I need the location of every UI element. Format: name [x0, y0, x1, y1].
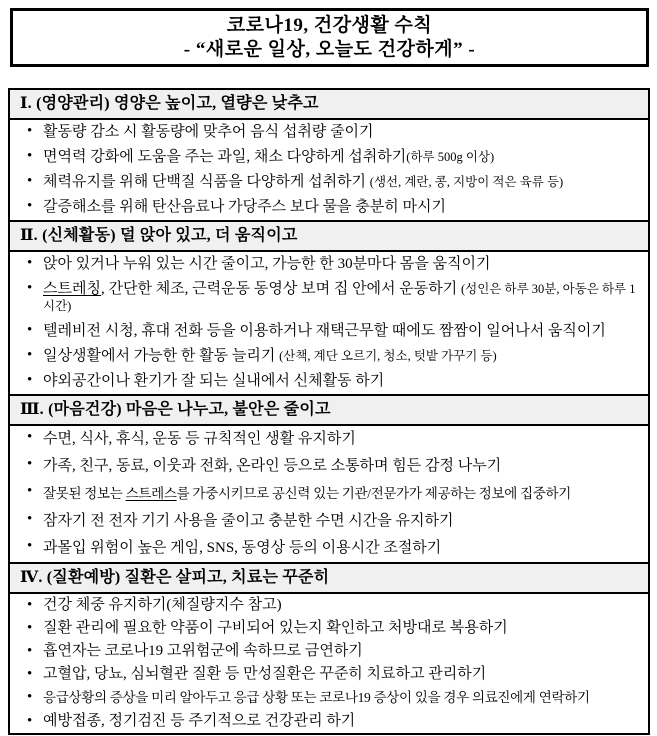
- text-run: 텔레비전 시청, 휴대 전화 등을 이용하거나 재택근무할 때에도 짬짬이 일어나서 움직이기: [43, 323, 606, 339]
- list-item: [10, 640, 648, 663]
- title-box: [10, 8, 649, 67]
- list-item: [10, 277, 648, 319]
- document-page: [0, 8, 657, 736]
- list-item: [10, 344, 648, 369]
- text-run: 면역력 강화에 도움을 주는 과일, 채소 다양하게 섭취하기: [43, 149, 407, 165]
- text-run: 일상생활에서 가능한 한 활동 늘리기: [43, 348, 280, 364]
- bullet-icon: •: [27, 322, 33, 338]
- section-nutrition: [10, 90, 648, 220]
- text-run: , 간단한 체조, 근력운동 동영상 보며 집 안에서 운동하기: [100, 281, 462, 297]
- text-run: 수면, 식사, 휴식, 운동 등 규칙적인 생활 유지하기: [43, 431, 356, 447]
- list-item-text: [43, 597, 282, 613]
- section-disease-prevention: [10, 562, 648, 733]
- bullet-icon: •: [27, 666, 33, 682]
- section-items: [10, 252, 648, 394]
- bullet-icon: •: [27, 689, 32, 705]
- text-run: 과몰입 위험이 높은 게임, SNS, 동영상 등의 이용시간 조절하기: [43, 540, 442, 556]
- note-text: (산책, 계단 오르기, 청소, 텃밭 가꾸기 등): [279, 349, 497, 363]
- rules-table: [8, 88, 650, 735]
- note-text: (하루 500g 이상): [406, 150, 495, 164]
- section-items: [10, 120, 648, 220]
- text-run: 고혈압, 당뇨, 심뇌혈관 질환 등 만성질환은 꾸준히 치료하고 관리하기: [43, 666, 487, 682]
- list-item-text: [43, 373, 384, 389]
- text-run: 앉아 있거나 누워 있는 시간 줄이고, 가능한 한 30분마다 몸을 움직이기: [43, 256, 491, 272]
- list-item: [10, 508, 648, 535]
- list-item: [10, 195, 648, 220]
- bullet-icon: •: [27, 713, 33, 729]
- list-item: [10, 594, 648, 617]
- list-item: [10, 145, 648, 170]
- text-run: 잘못된 정보는: [43, 486, 126, 501]
- list-item: [10, 710, 648, 733]
- section-items: [10, 594, 648, 733]
- bullet-icon: •: [27, 483, 32, 499]
- bullet-icon: •: [27, 511, 33, 527]
- bullet-icon: •: [27, 173, 33, 189]
- section-heading: Ⅲ. (마음건강) 마음은 나누고, 불안은 줄이고: [10, 394, 648, 426]
- list-item: [10, 663, 648, 686]
- list-item-text: [43, 174, 563, 190]
- bullet-icon: •: [27, 148, 33, 164]
- list-item: [10, 426, 648, 453]
- list-item-text: [43, 323, 606, 339]
- section-heading: Ⅳ. (질환예방) 질환은 살피고, 치료는 꾸준히: [10, 562, 648, 594]
- text-run: 체력유지를 위해 단백질 식품을 다양하게 섭취하기: [43, 174, 370, 190]
- section-heading: Ⅰ. (영양관리) 영양은 높이고, 열량은 낮추고: [10, 90, 648, 120]
- text-run: 야외공간이나 환기가 잘 되는 실내에서 신체활동 하기: [43, 373, 385, 389]
- list-item-text: [43, 348, 497, 364]
- list-item-text: [43, 513, 454, 529]
- text-run: 활동량 감소 시 활동량에 맞추어 음식 섭취량 줄이기: [43, 124, 374, 140]
- bullet-icon: •: [27, 597, 33, 613]
- bullet-icon: •: [27, 643, 33, 659]
- text-run: 갈증해소를 위해 탄산음료나 가당주스 보다 물을 충분히 마시기: [43, 199, 446, 215]
- underlined-text: 스트레스: [125, 486, 177, 501]
- section-physical-activity: [10, 220, 648, 394]
- list-item-text: [43, 124, 374, 140]
- list-item: [10, 480, 648, 508]
- note-text: (성인은 하루 30분, 아동은 하루 1시간): [43, 282, 636, 313]
- list-item-text: [43, 458, 501, 474]
- note-text: (생선, 계란, 콩, 지방이 적은 육류 등): [369, 175, 564, 189]
- list-item-text: [43, 690, 590, 705]
- list-item: [10, 686, 648, 710]
- list-item: [10, 453, 648, 480]
- list-item-text: [43, 713, 355, 729]
- document-title: 코로나19, 건강생활 수칙: [226, 15, 433, 36]
- list-item-text: [43, 666, 486, 682]
- document-subtitle: - “새로운 일상, 오늘도 건강하게” -: [183, 39, 476, 60]
- bullet-icon: •: [27, 538, 33, 554]
- text-run: 흡연자는 코로나19 고위험군에 속하므로 금연하기: [43, 643, 363, 659]
- section-mental-health: [10, 394, 648, 562]
- section-heading: Ⅱ. (신체활동) 덜 앉아 있고, 더 움직이고: [10, 220, 648, 252]
- text-run: 예방접종, 정기검진 등 주기적으로 건강관리 하기: [43, 713, 356, 729]
- text-run: 건강 체중 유지하기(체질량지수 참고): [43, 597, 282, 613]
- list-item-text: [43, 281, 636, 314]
- list-item: [10, 617, 648, 640]
- text-run: 질환 관리에 필요한 약품이 구비되어 있는지 확인하고 처방대로 복용하기: [43, 620, 508, 636]
- bullet-icon: •: [27, 280, 33, 296]
- list-item-text: [43, 540, 441, 556]
- bullet-icon: •: [27, 456, 33, 472]
- bullet-icon: •: [27, 429, 33, 445]
- text-run: 를 가중시키므로 공신력 있는 기관/전문가가 제공하는 정보에 집중하기: [176, 486, 572, 501]
- list-item: [10, 319, 648, 344]
- list-item: [10, 120, 648, 145]
- list-item: [10, 252, 648, 277]
- list-item: [10, 535, 648, 562]
- list-item-text: [43, 486, 571, 501]
- bullet-icon: •: [27, 123, 33, 139]
- text-run: 가족, 친구, 동료, 이웃과 전화, 온라인 등으로 소통하며 힘든 감정 나누기: [43, 458, 502, 474]
- underlined-text: 스트레칭: [43, 281, 101, 297]
- list-item-text: [43, 199, 446, 215]
- list-item-text: [43, 149, 494, 165]
- section-items: [10, 426, 648, 562]
- list-item-text: [43, 431, 356, 447]
- bullet-icon: •: [27, 347, 33, 363]
- list-item: [10, 369, 648, 394]
- list-item-text: [43, 256, 490, 272]
- list-item: [10, 170, 648, 195]
- list-item-text: [43, 643, 363, 659]
- bullet-icon: •: [27, 620, 33, 636]
- text-run: 응급상황의 증상을 미리 알아두고 응급 상황 또는 코로나19 증상이 있을 경우 의료진에게 연락하기: [43, 690, 590, 705]
- bullet-icon: •: [27, 372, 33, 388]
- list-item-text: [43, 620, 508, 636]
- text-run: 잠자기 전 전자 기기 사용을 줄이고 충분한 수면 시간을 유지하기: [43, 513, 454, 529]
- bullet-icon: •: [27, 255, 33, 271]
- bullet-icon: •: [27, 198, 33, 214]
